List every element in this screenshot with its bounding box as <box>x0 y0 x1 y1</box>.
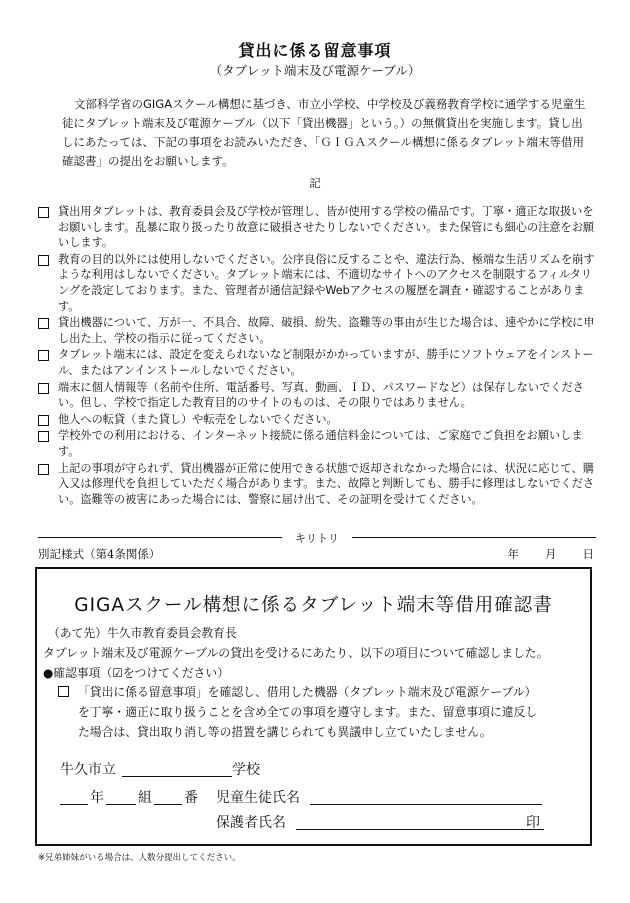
checkbox-square-icon <box>38 318 49 329</box>
form-statement: タブレット端末及び電源ケーブルの貸出を受けるにあたり、以下の項目について確認しました。 <box>43 646 549 660</box>
class-field[interactable] <box>106 804 136 805</box>
checkbox-square-icon <box>38 415 49 426</box>
student-name-label: 児童生徒氏名 <box>216 790 300 806</box>
notice-item: 他人への転貸（また貸し）や転売をしないでください。 <box>38 412 596 428</box>
number-label: 番 <box>184 790 198 806</box>
page-title: 貸出に係る留意事項 <box>238 41 392 60</box>
page-subtitle: （タブレット端末及び電源ケーブル） <box>209 63 421 78</box>
date-day: 日 <box>582 547 594 561</box>
checkbox-square-icon <box>38 255 49 266</box>
school-suffix: 学校 <box>232 762 260 778</box>
form-label: 別記様式（第4条関係） <box>38 547 161 561</box>
notice-item: タブレット端末には、設定を変えられないなど制限がかかっていますが、勝手にソフトウェアをインストール、またはアンインストールしないでください。 <box>38 347 596 378</box>
form-check-line: た場合は、貸出取り消し等の措置を講じられても異議申し立ていたしません。 <box>78 725 492 739</box>
school-name-field[interactable] <box>122 776 232 777</box>
seal-mark: 印 <box>526 815 540 831</box>
class-label: 組 <box>138 790 152 806</box>
intro-paragraph: 文部科学省のGIGAスクール構想に基づき、市立小学校、中学校及び義務教育学校に通学する児童生徒にタブレット端末及び電源ケーブル（以下「貸出機器」という。）の無償貸出を実施します。貸し出しにあたっては、下記の事項をお読みいただき、「ＧＩＧＡスクール構想に係るタブレット端末等借用確認書」の提出をお願いします。 <box>62 97 586 168</box>
guardian-name-field[interactable] <box>296 829 544 830</box>
form-title: GIGAスクール構想に係るタブレット端末等借用確認書 <box>74 595 553 616</box>
student-name-field[interactable] <box>310 804 542 805</box>
checkbox-square-icon <box>38 350 49 361</box>
ki-heading: 記 <box>309 176 321 190</box>
form-addressee: （あて先）牛久市教育委員会教育長 <box>48 626 237 640</box>
notice-item: 貸出機器について、万が一、不具合、故障、破損、紛失、盗難等の事由が生じた場合は、速やかに学校に申し出た上、学校の指示に従ってください。 <box>38 315 596 346</box>
notice-item: 上記の事項が守られず、貸出機器が正常に使用できる状態で返却されなかった場合には、状況に応じて、購入又は修理代を負担していただく場合があります。また、故障と判断しても、勝手に修理はしないでください。盗難等の被害にあった場合には、警察に届け出て、その証明を受けてください。 <box>38 461 596 508</box>
form-check-heading: ●確認事項（☑をつけてください） <box>43 666 230 680</box>
notice-item: 貸出用タブレットは、教育委員会及び学校が管理し、皆が使用する学校の備品です。丁寧・適正な取扱いをお願いします。乱暴に取り扱ったり故意に破損させたりしないでください。また保管にも細心の注意をお願いします。 <box>38 204 596 251</box>
notice-item: 端末に個人情報等（名前や住所、電話番号、写真、動画、ＩＤ、パスワードなど）は保存しないでください。但し、学校で指定した教育目的のサイトのものは、その限りではありません。 <box>38 380 596 411</box>
number-field[interactable] <box>154 804 182 805</box>
grade-field[interactable] <box>60 804 88 805</box>
guardian-name-label: 保護者氏名 <box>216 815 286 831</box>
school-prefix: 牛久市立 <box>60 762 116 778</box>
notice-item: 学校外での利用における、インターネット接続に係る通信料金については、ご家庭でご負担をお願いします。 <box>38 428 596 459</box>
checkbox-square-icon <box>38 431 49 442</box>
cut-line-label: キリトリ <box>287 532 347 545</box>
notice-item: 教育の目的以外には使用しないでください。公序良俗に反することや、違法行為、極端な生活リズムを崩すような利用はしないでください。タブレット端末には、不適切なサイトへのアクセスを制限するフィルタリングを設定しております。また、管理者が通信記録やWebアクセスの履歴を調査・確認することがあります。 <box>38 252 596 314</box>
date-fields <box>482 546 595 562</box>
confirm-checkbox[interactable] <box>58 686 69 697</box>
notice-list <box>38 204 596 508</box>
footnote: ※兄弟姉妹がいる場合は、人数分提出してください。 <box>38 853 241 863</box>
cut-line <box>38 530 596 544</box>
date-month: 月 <box>545 547 557 561</box>
date-year: 年 <box>507 547 519 561</box>
grade-label: 年 <box>90 790 104 806</box>
checkbox-square-icon <box>38 207 49 218</box>
form-check-line: を丁寧・適正に取り扱うことを含め全ての事項を遵守します。また、留意事項に違反し <box>78 705 538 719</box>
form-check-line: 「貸出に係る留意事項」を確認し、借用した機器（タブレット端末及び電源ケーブル） <box>78 685 537 699</box>
checkbox-square-icon <box>38 464 49 475</box>
checkbox-square-icon <box>38 383 49 394</box>
